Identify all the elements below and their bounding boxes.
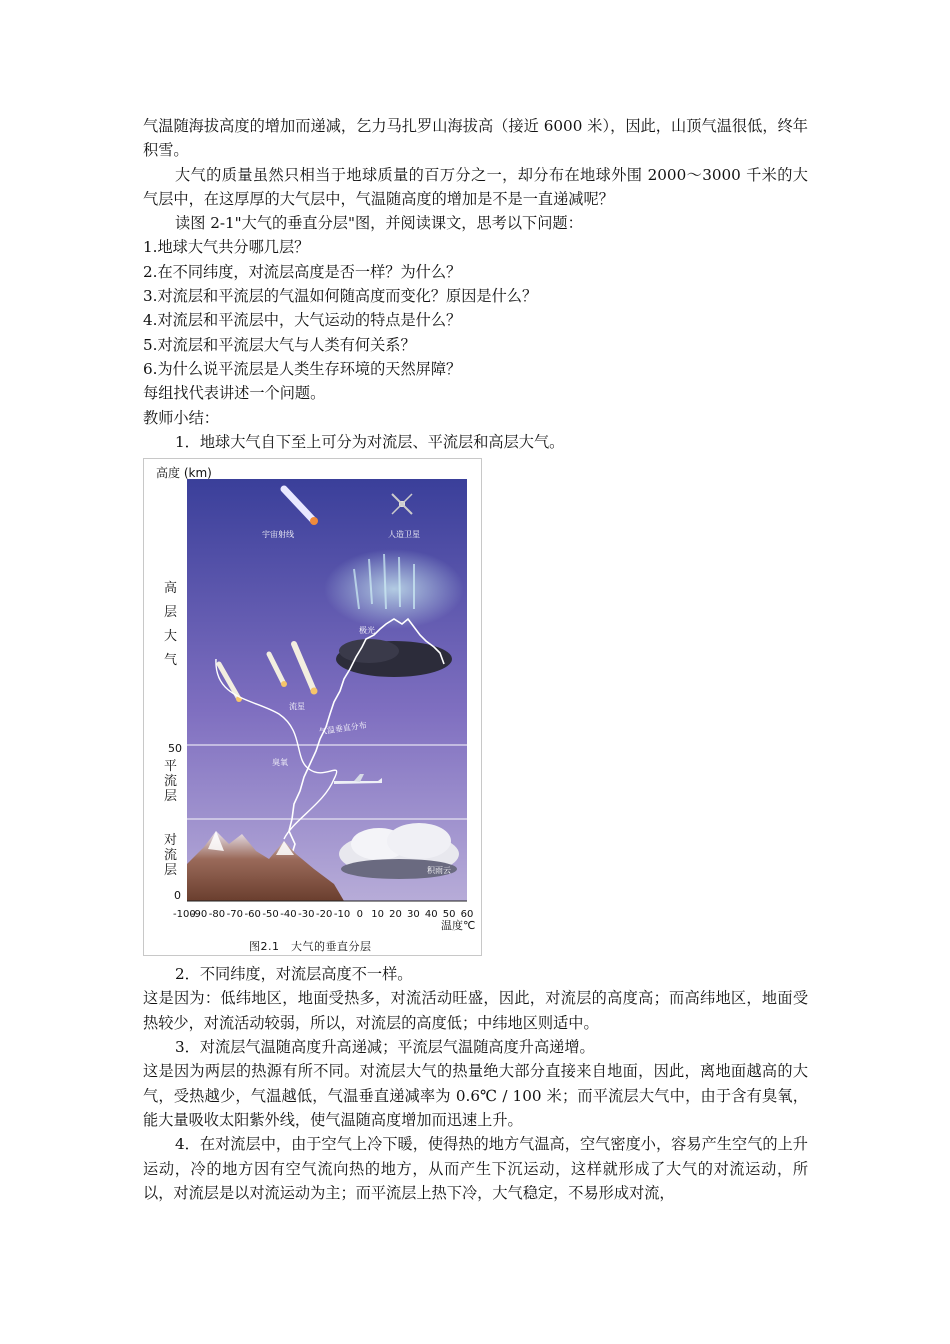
layer-label-high: 高 层 大 气	[164, 581, 178, 669]
x-axis-label: 温度℃	[441, 919, 476, 933]
question-3: 3.对流层和平流层的气温如何随高度而变化？原因是什么？	[143, 287, 538, 306]
question-4: 4.对流层和平流层中，大气运动的特点是什么？	[143, 311, 462, 330]
x-tick-label: 30	[407, 909, 420, 921]
document-body	[143, 114, 808, 1205]
group-instruction: 每组找代表讲述一个问题。	[143, 384, 326, 403]
summary-point-3-reason: 这是因为两层的热源有所不同。对流层大气的热量绝大部分直接来自地面，因此，离地面越高的大气，受热越少，气温越低，气温垂直递减率为 0.6℃ / 100 米；而平流层大气中，由于含有臭氧，能大量吸收太阳紫外线，使气温随高度增加而迅速上升。	[143, 1062, 808, 1129]
x-tick-label: -70	[226, 909, 243, 921]
y-tick-50: 50	[168, 742, 182, 756]
figure-caption: 图2.1 大气的垂直分层	[249, 940, 372, 954]
layer-label-stratosphere: 平 流 层	[164, 759, 178, 805]
x-tick-label: 40	[424, 909, 438, 921]
summary-point-2: 2．不同纬度，对流层高度不一样。	[175, 965, 413, 984]
x-tick-label: -100	[173, 909, 196, 921]
x-tick-label: 20	[389, 909, 402, 921]
question-1: 1.地球大气共分哪几层？	[143, 238, 310, 257]
x-tick-label: 60	[460, 909, 474, 921]
summary-point-4: 4．在对流层中，由于空气上冷下暖，使得热的地方气温高，空气密度小，容易产生空气的上升运动，冷的地方因有空气流向热的地方，从而产生下沉运动，这样就形成了大气的对流运动，所以，对流层是以对流运动为主；而平流层上热下冷，大气稳定，不易形成对流，	[143, 1135, 808, 1202]
label-aurora: 极光	[359, 626, 375, 636]
label-cosmic-ray: 宇宙射线	[262, 530, 294, 540]
layer-label-troposphere: 对 流 层	[164, 833, 178, 879]
question-6: 6.为什么说平流层是人类生存环境的天然屏障？	[143, 359, 462, 378]
x-tick-label: -40	[280, 909, 297, 921]
x-tick-label: 0	[356, 909, 363, 921]
teacher-summary-heading: 教师小结：	[143, 408, 219, 427]
x-tick-label: -30	[298, 909, 315, 921]
x-tick-label: -10	[333, 909, 351, 921]
summary-point-3: 3．对流层气温随高度升高递减；平流层气温随高度升高递增。	[175, 1038, 595, 1057]
paragraph-1: 气温随海拔高度的增加而递减，乞力马扎罗山海拔高（接近 6000 米），因此，山顶气温很低，终年积雪。	[143, 117, 808, 160]
y-tick-0: 0	[174, 889, 181, 903]
label-ozone: 臭氧	[272, 758, 288, 768]
summary-point-2-reason: 这是因为：低纬地区，地面受热多，对流活动旺盛，因此，对流层的高度高；而高纬地区，地面受热较少，对流活动较弱，所以，对流层的高度低；中纬地区则适中。	[143, 989, 808, 1032]
y-axis-label: 高度 (km)	[156, 466, 212, 481]
x-tick-label: -50	[262, 909, 279, 921]
label-meteor: 流星	[289, 702, 305, 712]
x-tick-label: 10	[371, 909, 384, 921]
aurora-glow	[324, 549, 464, 629]
x-tick-label: -80	[208, 909, 226, 921]
x-tick-label: -90	[190, 909, 208, 921]
question-2: 2.在不同纬度，对流层高度是否一样？为什么？	[143, 262, 462, 281]
summary-point-1: 1．地球大气自下至上可分为对流层、平流层和高层大气。	[175, 432, 565, 451]
x-tick-label: -60	[244, 909, 261, 921]
label-cumulonimbus: 积雨云	[427, 866, 451, 876]
atmosphere-figure	[143, 458, 482, 956]
question-5: 5.对流层和平流层大气与人类有何关系？	[143, 335, 416, 354]
paragraph-2: 大气的质量虽然只相当于地球质量的百万分之一，却分布在地球外围 2000～3000 千米的大气层中，在这厚厚的大气层中，气温随高度的增加是不是一直递减呢？	[143, 165, 808, 208]
label-satellite: 人造卫星	[388, 530, 420, 540]
paragraph-3: 读图 2-1"大气的垂直分层"图，并阅读课文，思考以下问题：	[175, 214, 583, 233]
label-temp-curve: 气温垂直分布	[318, 720, 368, 737]
x-tick-label: 50	[442, 909, 456, 921]
x-tick-label: -20	[316, 909, 333, 921]
